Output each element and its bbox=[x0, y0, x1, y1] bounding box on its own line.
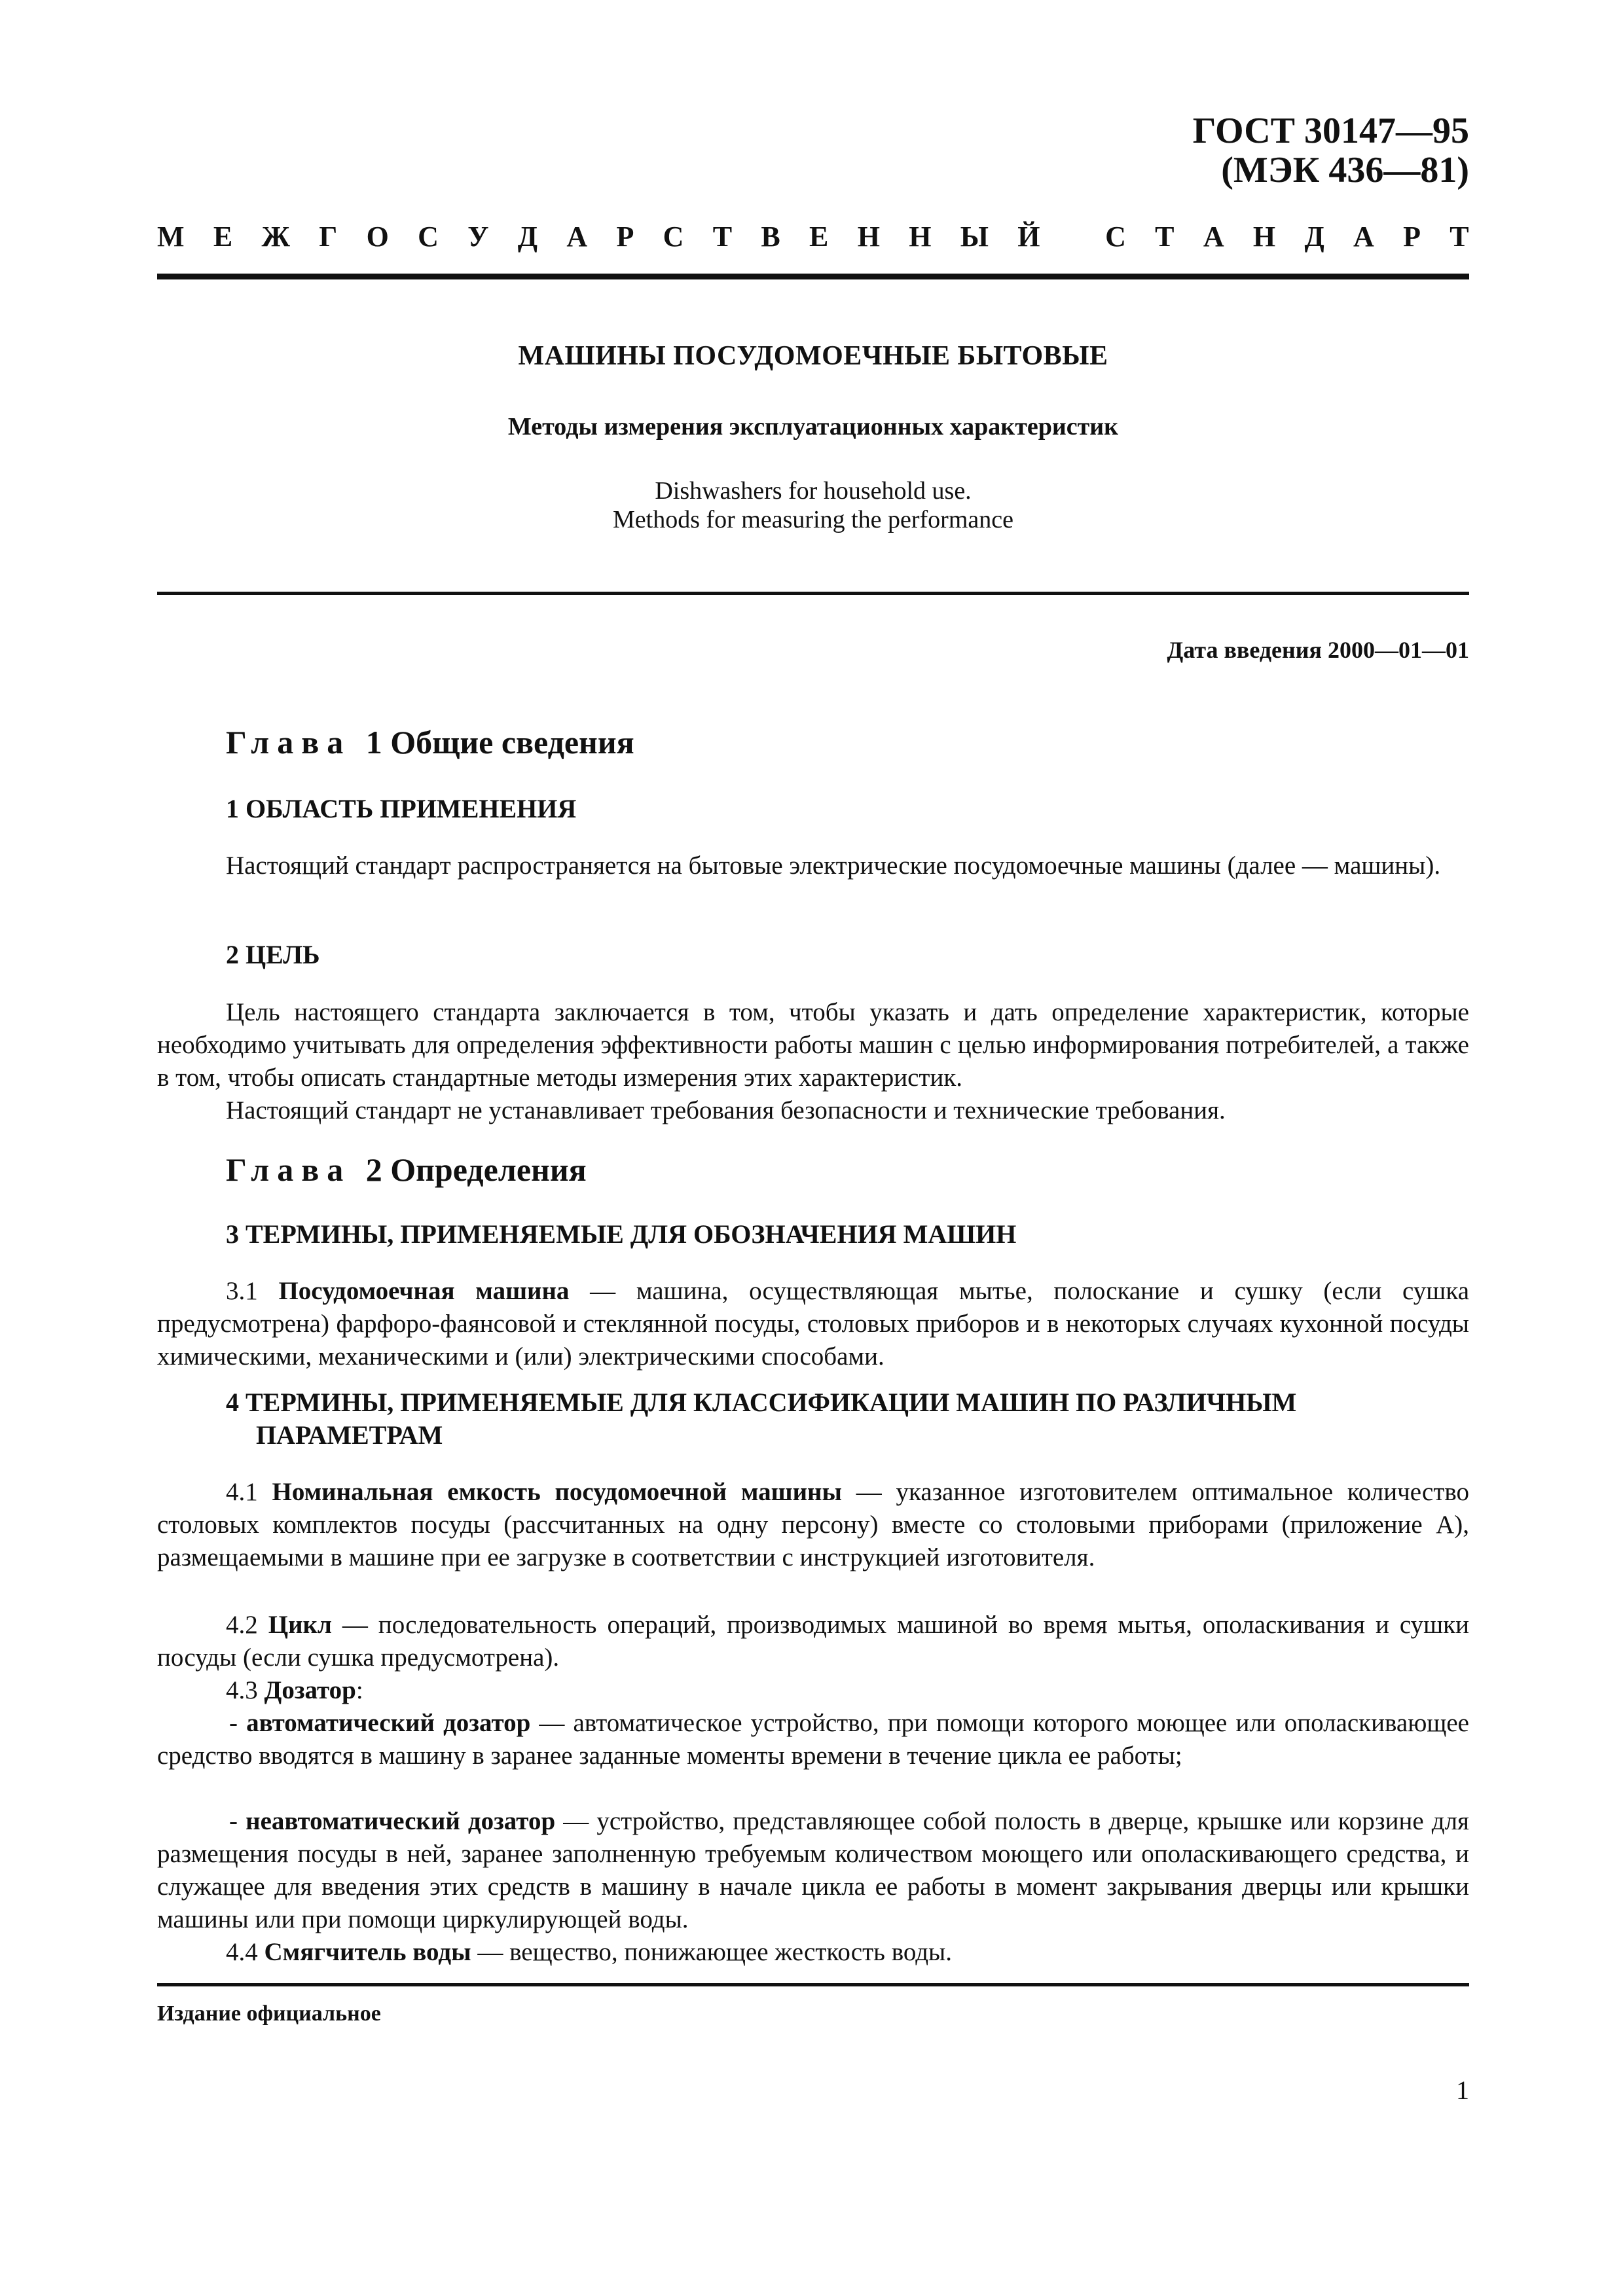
list-dash: - bbox=[229, 1709, 247, 1737]
automatic-dispenser-item bbox=[157, 1707, 1469, 1772]
defined-term: автоматический дозатор bbox=[246, 1709, 531, 1737]
clause-number: 4.1 bbox=[226, 1478, 258, 1506]
letter: У bbox=[467, 221, 489, 253]
header-rule bbox=[157, 274, 1469, 279]
paragraph-4-2 bbox=[157, 1609, 1469, 1674]
list-dash: - bbox=[229, 1807, 246, 1835]
letter: С bbox=[418, 221, 439, 253]
letter: С bbox=[1105, 221, 1126, 253]
english-title-line2: Methods for measuring the performance bbox=[612, 506, 1013, 533]
clause-number: 3.1 bbox=[226, 1277, 258, 1305]
letter: Т bbox=[1450, 221, 1469, 253]
section-3-heading: 3 ТЕРМИНЫ, ПРИМЕНЯЕМЫЕ ДЛЯ ОБОЗНАЧЕНИЯ МАШИН bbox=[226, 1219, 1017, 1249]
letter: В bbox=[761, 221, 780, 253]
chapter-prefix: Глава bbox=[226, 724, 352, 761]
letter: Й bbox=[1017, 221, 1040, 253]
chapter-title: Определения bbox=[390, 1151, 587, 1188]
letter: А bbox=[1353, 221, 1374, 253]
chapter-2-heading bbox=[226, 1151, 587, 1189]
letter: Ы bbox=[960, 221, 989, 253]
colon: : bbox=[356, 1676, 363, 1704]
letter: А bbox=[566, 221, 588, 253]
letter: Н bbox=[909, 221, 932, 253]
letter: Т bbox=[712, 221, 733, 253]
standard-designation bbox=[1193, 111, 1469, 190]
clause-number: 4.3 bbox=[226, 1676, 258, 1704]
section-4-heading-line2: ПАРАМЕТРАМ bbox=[256, 1420, 443, 1450]
letter: Р bbox=[1403, 221, 1421, 253]
word-gap bbox=[1069, 217, 1076, 257]
letter: Д bbox=[1304, 221, 1324, 253]
letter: М bbox=[157, 221, 185, 253]
chapter-prefix: Глава bbox=[226, 1151, 352, 1188]
letter: Н bbox=[1252, 221, 1276, 253]
defined-term: Номинальная емкость посудомоечной машины bbox=[272, 1478, 842, 1506]
paragraph-3-1 bbox=[157, 1275, 1469, 1373]
definition-text: — устройство, представляющее собой полость в дверце, крышке или корзине для размещения посуды в ней, заранее заполненную требуемым количеством моющего или ополаскивающего средства, и служащее для введения этих средств в машину в начале цикла ее работы в момент закрывания дверцы или крышки машины или при помощи циркулирующей воды. bbox=[157, 1807, 1469, 1933]
manual-dispenser-item bbox=[157, 1805, 1469, 1936]
chapter-number: 1 bbox=[365, 724, 382, 761]
iec-number: (МЭК 436—81) bbox=[1221, 150, 1469, 190]
definition-text: — последовательность операций, производимых машиной во время мытья, ополаскивания и сушки посуды (если сушка предусмотрена). bbox=[157, 1611, 1469, 1672]
letter: Ж bbox=[261, 221, 290, 253]
letter: Д bbox=[517, 221, 538, 253]
definition-text: — указанное изготовителем оптимальное количество столовых комплектов посуды (рассчитанных на одну персону) вместе со столовыми приборами (приложение А), размещаемыми в машине при ее загрузке в соответствии с инструкцией изготовителя. bbox=[157, 1478, 1470, 1571]
paragraph-4-1 bbox=[157, 1476, 1469, 1574]
paragraph-4-3 bbox=[157, 1674, 1469, 1707]
english-title-line1: Dishwashers for household use. bbox=[655, 477, 972, 505]
letter: Г bbox=[319, 221, 338, 253]
letter: Е bbox=[809, 221, 829, 253]
defined-term: неавтоматический дозатор bbox=[246, 1807, 556, 1835]
clause-number: 4.4 bbox=[226, 1938, 258, 1966]
document-subtitle: Методы измерения эксплуатационных характеристик bbox=[507, 413, 1119, 440]
section-4-heading bbox=[226, 1386, 1470, 1452]
defined-term: Цикл bbox=[268, 1611, 332, 1639]
section-2-text: Цель настоящего стандарта заключается в том, чтобы указать и дать определение характеристик, которые необходимо учитывать для определения эффективности работы машин с целью информирования потребителей, а также в том, чтобы описать стандартные методы измерения этих характеристик. bbox=[157, 998, 1469, 1092]
defined-term: Смягчитель воды bbox=[264, 1938, 471, 1966]
letter: О bbox=[366, 221, 389, 253]
defined-term: Дозатор bbox=[264, 1676, 356, 1704]
clause-number: 4.2 bbox=[226, 1611, 258, 1639]
chapter-number: 2 bbox=[365, 1151, 382, 1188]
section-2-text-2: Настоящий стандарт не устанавливает требования безопасности и технические требования. bbox=[226, 1096, 1226, 1124]
letter: Т bbox=[1155, 221, 1175, 253]
gost-number: ГОСТ 30147—95 bbox=[1192, 111, 1469, 151]
paragraph-4-4 bbox=[157, 1936, 1469, 1969]
section-1-text: Настоящий стандарт распространяется на бытовые электрические посудомоечные машины (далее — машины). bbox=[226, 852, 1441, 880]
title-rule bbox=[157, 592, 1469, 595]
letter: Р bbox=[616, 221, 634, 253]
interstate-standard-banner bbox=[157, 217, 1469, 257]
official-edition-label: Издание официальное bbox=[157, 2001, 381, 2026]
section-1-heading: 1 ОБЛАСТЬ ПРИМЕНЕНИЯ bbox=[226, 794, 577, 823]
defined-term: Посудомоечная машина bbox=[278, 1277, 570, 1305]
letter: Е bbox=[213, 221, 233, 253]
footer-rule bbox=[157, 1983, 1469, 1986]
definition-text: — автоматическое устройство, при помощи которого моющее или ополаскивающее средство вводятся в машину в заранее заданные моменты времени в течение цикла ее работы; bbox=[157, 1709, 1469, 1770]
introduction-date: Дата введения 2000—01—01 bbox=[1167, 637, 1469, 663]
section-2-heading: 2 ЦЕЛЬ bbox=[226, 940, 320, 969]
letter: Н bbox=[857, 221, 880, 253]
section-4-heading-line1: 4 ТЕРМИНЫ, ПРИМЕНЯЕМЫЕ ДЛЯ КЛАССИФИКАЦИИ МАШИН ПО РАЗЛИЧНЫМ bbox=[226, 1388, 1297, 1417]
chapter-1-heading bbox=[226, 723, 634, 761]
definition-text: — вещество, понижающее жесткость воды. bbox=[471, 1938, 953, 1966]
letter: С bbox=[663, 221, 684, 253]
chapter-title: Общие сведения bbox=[390, 724, 634, 761]
definition-text: — машина, осуществляющая мытье, полоскание и сушку (если сушка предусмотрена) фарфоро-фаянсовой и стеклянной посуды, столовых приборов и в некоторых случаях кухонной посуды химическими, механическими и (или) электрическими способами. bbox=[157, 1277, 1470, 1371]
document-title: МАШИНЫ ПОСУДОМОЕЧНЫЕ БЫТОВЫЕ bbox=[518, 341, 1108, 371]
page-number: 1 bbox=[1456, 2075, 1469, 2105]
letter: А bbox=[1203, 221, 1224, 253]
